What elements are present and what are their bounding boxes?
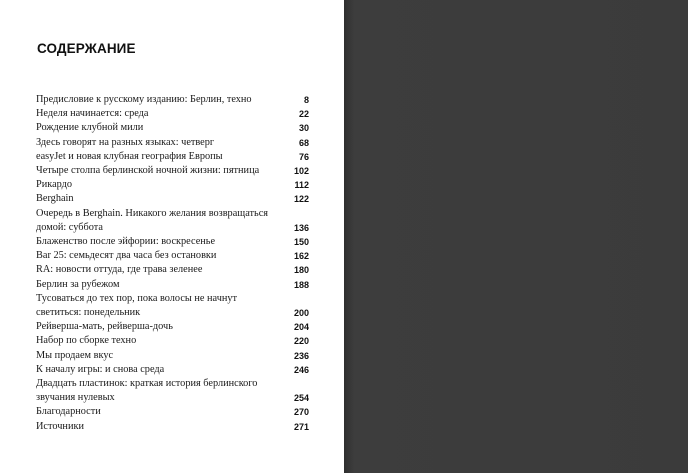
toc-entry-page: 236 (293, 350, 309, 361)
toc-entry-page: 22 (298, 109, 309, 120)
toc-entry-page: 200 (293, 308, 309, 319)
toc-entry[interactable] (36, 363, 309, 377)
toc-entry[interactable] (36, 349, 309, 363)
toc-entry-page: 122 (293, 194, 309, 205)
toc-entry-page: 204 (293, 322, 309, 333)
toc-entry-page: 8 (303, 95, 309, 105)
toc-entry-title: Предисловие к русскому изданию: Берлин, техно (36, 94, 252, 105)
toc-entry[interactable] (36, 207, 309, 235)
toc-entry-title: Рождение клубной мили (36, 122, 144, 134)
toc-entry-page: 136 (293, 222, 309, 233)
toc-entry[interactable] (36, 136, 309, 150)
toc-entry-title: Рейверша-мать, рейверша-дочь (36, 321, 173, 333)
toc-entry-page: 102 (293, 166, 309, 177)
toc-entry[interactable] (36, 235, 309, 249)
toc-entry[interactable] (36, 320, 309, 334)
toc-entry-title: RA: новости оттуда, где трава зеленее (36, 264, 203, 276)
toc-entry-title: Очередь в Berghain. Никакого желания возвращаться домой: суббота (36, 207, 269, 233)
toc-entry-title: Berghain (36, 193, 74, 205)
toc-entry[interactable] (36, 420, 309, 434)
toc-entry-page: 188 (293, 279, 309, 290)
toc-entry-page: 180 (293, 265, 309, 276)
toc-entry-page: 68 (298, 137, 309, 148)
toc-entry[interactable] (36, 93, 309, 107)
toc-entry-title: Тусоваться до тех пор, пока волосы не начнут светиться: понедельник (36, 292, 238, 319)
toc-entry-title: Набор по сборке техно (36, 335, 137, 347)
toc-entry-title: Bar 25: семьдесят два часа без остановки (36, 250, 217, 262)
toc-entry[interactable] (36, 377, 309, 405)
toc-entry[interactable] (36, 164, 309, 178)
toc-entry-title: Неделя начинается: среда (36, 108, 149, 120)
toc-entry-page: 30 (298, 123, 309, 134)
toc-entry[interactable] (36, 292, 309, 320)
toc-entry-page: 162 (293, 251, 309, 262)
toc-entry-title: Здесь говорят на разных языках: четверг (36, 136, 215, 148)
toc-entry-page: 150 (293, 237, 309, 248)
toc-entry-title: Двадцать пластинок: краткая история берлинского звучания нулевых (36, 378, 258, 404)
toc-entry-title: К началу игры: и снова среда (36, 363, 165, 375)
toc-entry-title: Мы продаем вкус (36, 349, 114, 361)
toc-entry-page: 270 (293, 407, 309, 418)
toc-entry-title: easyJet и новая клубная география Европы (36, 150, 223, 162)
toc-entry-title: Источники (36, 420, 84, 432)
toc-entry[interactable] (36, 278, 309, 292)
toc-entry-title: Блаженство после эйфории: воскресенье (36, 236, 216, 248)
toc-entry-title: Берлин за рубежом (36, 278, 120, 290)
toc-entry[interactable] (36, 405, 309, 419)
table-of-contents (36, 93, 309, 434)
toc-entry[interactable] (36, 107, 309, 121)
toc-entry-page: 254 (293, 393, 309, 404)
toc-entry[interactable] (36, 178, 309, 192)
toc-entry-page: 112 (294, 180, 309, 191)
viewer-background (344, 0, 688, 473)
toc-entry-title: Рикардо (36, 179, 73, 191)
toc-entry-page: 76 (298, 151, 309, 162)
toc-entry[interactable] (36, 334, 309, 348)
toc-entry[interactable] (36, 150, 309, 164)
page-title: СОДЕРЖАНИЕ (37, 41, 136, 56)
toc-entry[interactable] (36, 192, 309, 206)
toc-entry[interactable] (36, 263, 309, 277)
toc-entry-page: 220 (293, 336, 309, 347)
toc-entry[interactable] (36, 121, 309, 135)
toc-entry[interactable] (36, 249, 309, 263)
toc-entry-title: Благодарности (36, 406, 101, 418)
toc-entry-page: 246 (293, 364, 309, 375)
toc-entry-page: 271 (293, 421, 309, 432)
toc-entry-title: Четыре столпа берлинской ночной жизни: пятница (36, 165, 260, 177)
